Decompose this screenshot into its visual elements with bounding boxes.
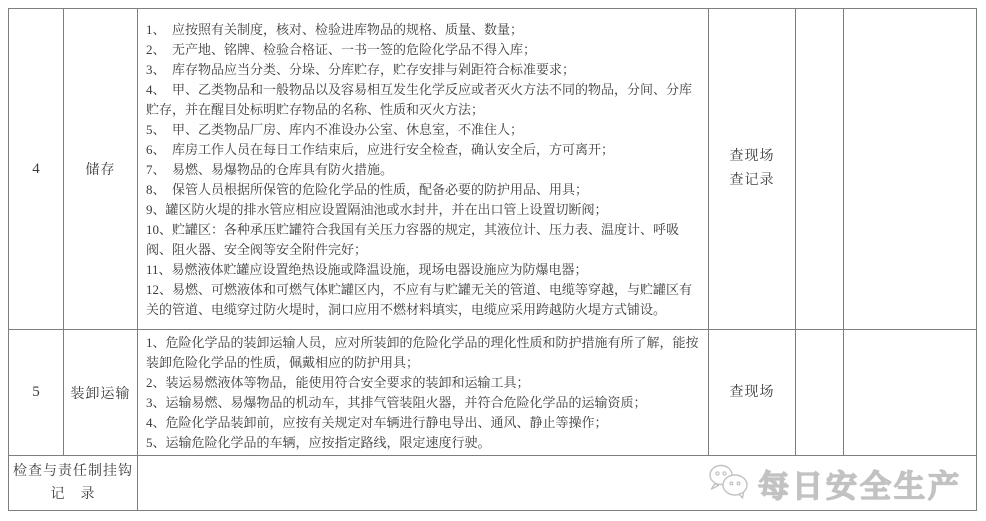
checklist-item: 3、运输易燃、易爆物品的机动车，其排气管装阻火器，并符合危险化学品的运输资质； <box>146 395 647 410</box>
category-cell <box>64 330 138 456</box>
checklist-item: 2、装运易燃液体等物品，能使用符合安全要求的装卸和运输工具； <box>146 375 530 390</box>
empty-cell <box>844 330 977 456</box>
footer-label-cell <box>9 456 138 511</box>
method-line: 查现场 <box>729 149 775 164</box>
checklist-item: 5、运输危险化学品的车辆，应按指定路线，限定速度行驶。 <box>146 435 491 450</box>
table-row-transport <box>9 330 977 456</box>
items-cell <box>138 9 709 330</box>
empty-cell <box>844 9 977 330</box>
footer-label-line: 检查与责任制挂钩 <box>13 464 133 479</box>
inspection-table <box>8 8 977 511</box>
watermark-text: 每日安全生产 <box>758 468 962 504</box>
category-label: 装卸运输 <box>70 386 131 402</box>
wechat-icon <box>708 463 750 504</box>
footer-label-line: 记 录 <box>50 487 96 502</box>
checklist-item: 12、易燃、可燃液体和可燃气体贮罐区内，不应有与贮罐无关的管道、电缆等穿越，与贮罐区有关的管道、电缆穿过防火堤时，洞口应用不燃材料填实，电缆应采用跨越防火堤方式铺设。 <box>146 281 693 317</box>
checklist-item: 2、 无产地、铭牌、检验合格证、一书一签的危险化学品不得入库； <box>146 41 537 57</box>
table-row-storage <box>9 9 977 330</box>
checklist-item: 3、 库存物品应当分类、分垛、分库贮存，贮存安排与剁距符合标准要求； <box>146 61 576 77</box>
checklist-item: 6、 库房工作人员在每日工作结束后，应进行安全检查，确认安全后，方可离开； <box>146 141 615 157</box>
items-cell <box>138 330 709 456</box>
method-line: 查记录 <box>729 173 775 188</box>
checklist-item: 7、 易燃、易爆物品的仓库具有防火措施。 <box>146 161 394 177</box>
empty-cell <box>796 330 844 456</box>
row-number: 4 <box>32 160 40 177</box>
checklist-item: 1、危险化学品的装卸运输人员，应对所装卸的危险化学品的理化性质和防护措施有所了解，能按装卸危险化学品的性质，佩戴相应的防护用具； <box>146 335 699 370</box>
empty-cell <box>796 9 844 330</box>
checklist-item: 8、 保管人员根据所保管的危险化学品的性质，配备必要的防护用品、用具； <box>146 181 589 197</box>
footer-content-cell <box>138 456 977 511</box>
checklist-item: 11、易燃液体贮罐应设置绝热设施或降温设施，现场电器设施应为防爆电器； <box>146 261 588 277</box>
row-number-cell <box>9 330 64 456</box>
method-line: 查现场 <box>729 384 775 400</box>
method-cell <box>709 9 796 330</box>
table-row-footer <box>9 456 977 511</box>
row-number: 5 <box>32 384 40 400</box>
row-number-cell <box>9 9 64 330</box>
category-cell <box>64 9 138 330</box>
checklist-item: 4、危险化学品装卸前，应按有关规定对车辆进行静电导出、通风、静止等操作； <box>146 415 608 430</box>
watermark <box>138 461 976 506</box>
checklist-item: 10、贮罐区：各种承压贮罐符合我国有关压力容器的规定，其液位计、压力表、温度计、呼吸阀、阻火器、安全阀等安全附件完好； <box>146 221 680 257</box>
method-cell <box>709 330 796 456</box>
checklist-item: 1、 应按照有关制度，核对、检验进库物品的规格、质量、数量； <box>146 21 524 37</box>
checklist-item: 5、 甲、乙类物品厂房、库内不准设办公室、休息室，不准住人； <box>146 121 524 137</box>
checklist-item: 4、 甲、乙类物品和一般物品以及容易相互发生化学反应或者灭火方法不同的物品，分间、分库贮存，并在醒目处标明贮存物品的名称、性质和灭火方法； <box>146 81 693 117</box>
category-label: 储存 <box>85 163 116 178</box>
checklist-item: 9、罐区防火堤的排水管应相应设置隔油池或水封井，并在出口管上设置切断阀； <box>146 201 608 217</box>
